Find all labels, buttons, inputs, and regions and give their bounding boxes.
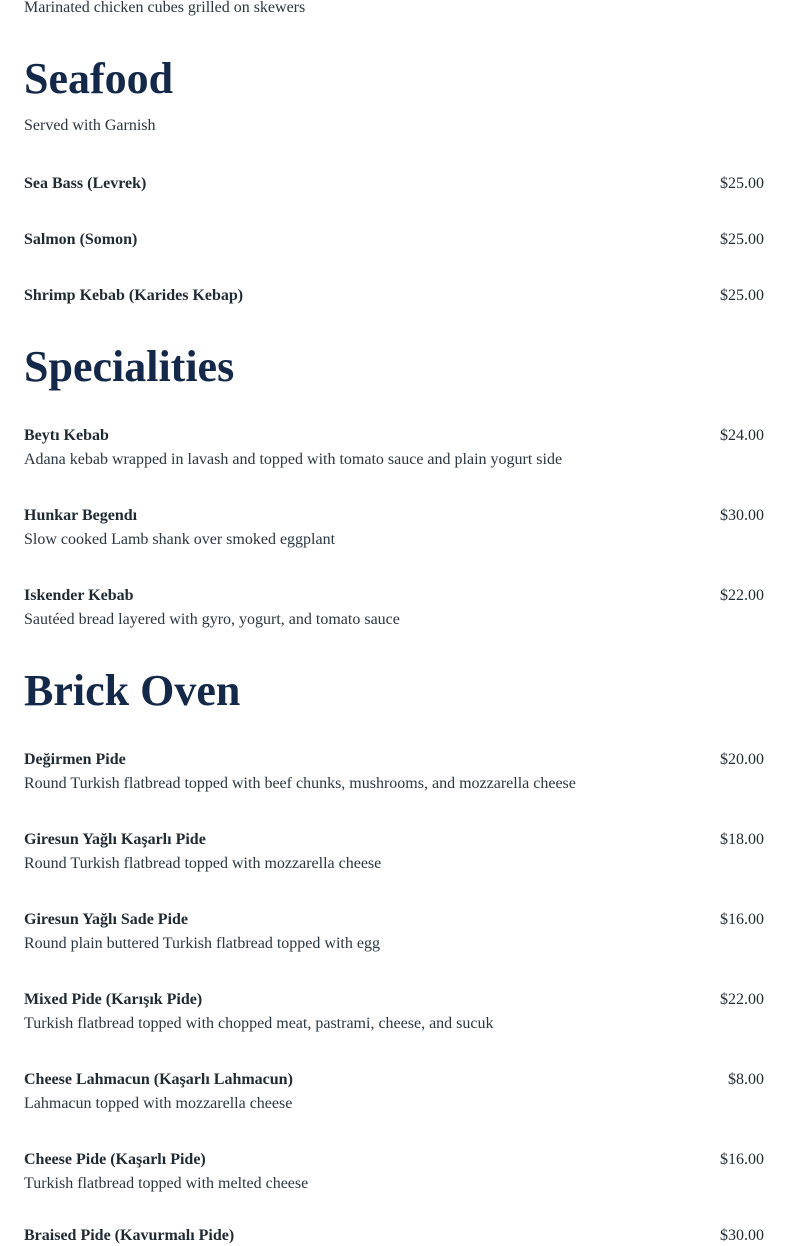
menu-item-description: Turkish flatbread topped with melted cheese bbox=[24, 1175, 309, 1192]
menu-item bbox=[24, 174, 764, 194]
menu-item-name: Beytı Kebab bbox=[24, 427, 109, 444]
menu-item-price: $25.00 bbox=[720, 287, 764, 304]
menu-item-price: $22.00 bbox=[720, 587, 764, 604]
menu-item-name: Shrimp Kebab (Karides Kebap) bbox=[24, 287, 244, 304]
menu-item-name: Braised Pide (Kavurmalı Pide) bbox=[24, 1227, 235, 1244]
menu-item bbox=[24, 286, 764, 306]
menu-item-name: Cheese Lahmacun (Kaşarlı Lahmacun) bbox=[24, 1071, 293, 1088]
menu-item bbox=[24, 230, 764, 250]
menu-item-name: Giresun Yağlı Kaşarlı Pide bbox=[24, 831, 206, 848]
menu-item bbox=[24, 506, 764, 550]
menu-item-name: Giresun Yağlı Sade Pide bbox=[24, 911, 189, 928]
menu-item bbox=[24, 990, 764, 1034]
section-title-brick-oven: Brick Oven bbox=[24, 666, 241, 715]
menu-item bbox=[24, 750, 764, 794]
menu-item-price: $18.00 bbox=[720, 831, 764, 848]
menu-item-description: Round Turkish flatbread topped with mozzarella cheese bbox=[24, 855, 382, 872]
menu-item-description: Round plain buttered Turkish flatbread topped with egg bbox=[24, 935, 380, 952]
menu-item-description: Turkish flatbread topped with chopped meat, pastrami, cheese, and sucuk bbox=[24, 1015, 494, 1032]
menu-item-price: $25.00 bbox=[720, 231, 764, 248]
menu-item-name: Iskender Kebab bbox=[24, 587, 134, 604]
menu-item-price: $22.00 bbox=[720, 991, 764, 1008]
menu-item-price: $16.00 bbox=[720, 1151, 764, 1168]
menu-item-description: Lahmacun topped with mozzarella cheese bbox=[24, 1095, 293, 1112]
menu-item-name: Hunkar Begendı bbox=[24, 507, 138, 524]
menu-item-price: $16.00 bbox=[720, 911, 764, 928]
menu-item bbox=[24, 1070, 764, 1114]
menu-item bbox=[24, 1150, 764, 1194]
menu-item-price: $30.00 bbox=[720, 507, 764, 524]
menu-item-description: Sautéed bread layered with gyro, yogurt, and tomato sauce bbox=[24, 611, 400, 628]
section-subtitle-seafood: Served with Garnish bbox=[24, 117, 156, 134]
menu-item-name: Değirmen Pide bbox=[24, 751, 126, 768]
menu-item-name: Sea Bass (Levrek) bbox=[24, 175, 147, 192]
menu-item-name: Cheese Pide (Kaşarlı Pide) bbox=[24, 1151, 206, 1168]
section-title-specialities: Specialities bbox=[24, 342, 235, 391]
menu-item-name: Mixed Pide (Karışık Pide) bbox=[24, 991, 203, 1008]
menu-item-price: $30.00 bbox=[720, 1227, 764, 1244]
menu-item bbox=[24, 830, 764, 874]
menu-item-price: $24.00 bbox=[720, 427, 764, 444]
menu-item bbox=[24, 1226, 764, 1246]
menu-item-description: Slow cooked Lamb shank over smoked eggplant bbox=[24, 531, 336, 548]
menu-item bbox=[24, 586, 764, 630]
menu-item bbox=[24, 426, 764, 470]
section-title-seafood: Seafood bbox=[24, 54, 174, 103]
menu-item-price: $20.00 bbox=[720, 751, 764, 768]
grill-last-item-description: Marinated chicken cubes grilled on skewers bbox=[24, 0, 306, 16]
menu-item-name: Salmon (Somon) bbox=[24, 231, 138, 248]
menu-item bbox=[24, 910, 764, 954]
menu-item-description: Round Turkish flatbread topped with beef chunks, mushrooms, and mozzarella cheese bbox=[24, 775, 576, 792]
menu-item-price: $25.00 bbox=[720, 175, 764, 192]
menu-item-price: $8.00 bbox=[728, 1071, 764, 1088]
menu-item-description: Adana kebab wrapped in lavash and topped with tomato sauce and plain yogurt side bbox=[24, 451, 563, 468]
